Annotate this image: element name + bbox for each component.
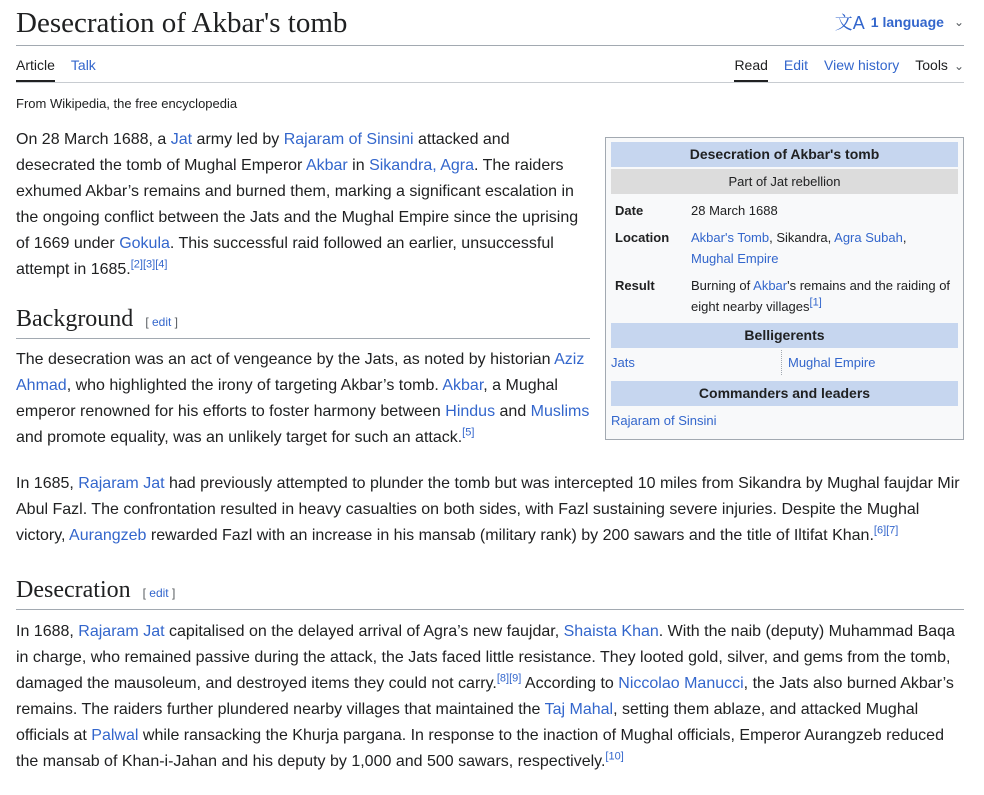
infobox-subtitle: Part of Jat rebellion <box>611 169 958 194</box>
text: , Sikandra, <box>769 230 835 245</box>
reference-links[interactable]: [2][3][4] <box>130 258 168 271</box>
section-edit: [ edit ] <box>145 315 179 329</box>
text: . This successful raid followed an earlier, unsuccessful attempt in 1685. <box>16 235 554 278</box>
desecration-paragraph-1 <box>16 619 964 775</box>
section-heading-background <box>16 305 590 339</box>
infobox-row-location <box>611 227 958 269</box>
view-tabs <box>718 57 964 82</box>
edit-section-link[interactable]: edit <box>149 585 169 600</box>
link-hindus[interactable]: Hindus <box>445 402 496 420</box>
tab-view-history[interactable]: View history <box>824 57 900 73</box>
background-paragraph-2 <box>16 471 964 549</box>
infobox <box>605 137 964 440</box>
link-jats[interactable]: Jats <box>611 355 635 370</box>
section-edit: [ edit ] <box>142 585 176 600</box>
link-niccolao-manucci[interactable]: Niccolao Manucci <box>618 674 744 692</box>
reference-link[interactable]: [1] <box>809 296 822 309</box>
page-title: Desecration of Akbar's tomb <box>16 7 348 40</box>
infobox-label: Location <box>615 230 670 245</box>
text: . With the naib (deputy) Muhammad Baqa in charge, who remained passive during the attack, the Jats faced little resistance. They looted gold, silver, and gems from the tomb, damaged the mausoleum, and destroyed items they could not carry. <box>16 622 955 692</box>
link-akbar[interactable]: Akbar <box>305 157 348 174</box>
text: and promote equality, was an unlikely target for such an attack. <box>16 428 463 446</box>
reference-links[interactable]: [5] <box>462 426 475 439</box>
infobox-row-result <box>611 275 958 317</box>
reference-links[interactable]: [6][7] <box>873 524 899 537</box>
text: , setting them ablaze, and attacked Mughal officials at <box>16 700 919 744</box>
link-mughal-empire[interactable]: Mughal Empire <box>691 251 779 266</box>
text: , who highlighted the irony of targeting Akbar’s tomb. <box>66 376 443 394</box>
language-label: 1 language <box>870 14 944 30</box>
infobox-value <box>691 275 958 317</box>
lead-paragraph <box>16 127 584 283</box>
reference-links[interactable]: [10] <box>605 750 624 763</box>
tab-edit[interactable]: Edit <box>783 57 809 73</box>
tagline: From Wikipedia, the free encyclopedia <box>16 96 238 111</box>
text: capitalised on the delayed arrival of Agra’s new faujdar, <box>164 622 564 640</box>
infobox-belligerents <box>611 350 958 375</box>
text: while ransacking the Khurja pargana. In response to the inaction of Mughal officials, Emperor Aurangzeb reduced the mansab of Khan-i-Jahan and his deputy by 1,000 and 500 sawars, respectively. <box>16 726 944 770</box>
translate-icon: 文A <box>834 13 865 33</box>
tab-read[interactable]: Read <box>734 57 767 82</box>
link-muslims[interactable]: Muslims <box>530 402 590 420</box>
link-palwal[interactable]: Palwal <box>91 726 139 744</box>
tabs-row <box>16 46 964 83</box>
link-shaista-khan[interactable]: Shaista Khan <box>563 622 659 640</box>
text: . The raiders exhumed Akbar’s remains and burned them, marking a significant escalation in the ongoing conflict between the Jats and the Mughal Empire since the uprising of 1669 under <box>16 157 579 252</box>
chevron-down-icon: ⌄ <box>953 59 964 73</box>
link-rajaram-of-sinsini[interactable]: Rajaram of Sinsini <box>283 131 414 148</box>
link-agra-subah[interactable]: Agra Subah <box>834 230 903 245</box>
text: In 1685, <box>16 474 79 492</box>
infobox-label: Result <box>615 278 655 293</box>
link-akbar[interactable]: Akbar <box>442 376 484 394</box>
infobox-value <box>691 227 958 269</box>
link-jat[interactable]: Jat <box>170 131 193 148</box>
tab-article[interactable]: Article <box>16 57 55 82</box>
link-akbars-tomb[interactable]: Akbar's Tomb <box>691 230 770 245</box>
text: According to <box>521 674 619 692</box>
namespace-tabs <box>16 57 112 82</box>
tools-label: Tools <box>915 57 948 73</box>
text: attacked and desecrated the tomb of Mughal Emperor <box>16 131 510 174</box>
background-paragraph-1 <box>16 347 596 451</box>
belligerent-right <box>781 350 958 375</box>
text: 's remains and the raiding of eight nearby villages <box>691 278 951 314</box>
title-row <box>16 0 964 46</box>
text: in <box>347 157 370 174</box>
text: , a Mughal emperor renowned for his efforts to foster harmony between <box>16 376 558 420</box>
reference-links[interactable]: [8][9] <box>496 672 522 685</box>
text: had previously attempted to plunder the tomb but was intercepted 10 miles from Sikandra by Mughal faujdar Mir Abul Fazl. The confrontation resulted in heavy casualties on both sides, with Fazl sustaining severe injuries. Despite the Mughal victory, <box>16 474 960 544</box>
link-sikandra-agra[interactable]: Sikandra, Agra <box>369 157 475 174</box>
text: The desecration was an act of vengeance by the Jats, as noted by historian <box>16 350 555 368</box>
text: On 28 March 1688, a <box>16 131 171 148</box>
link-aurangzeb[interactable]: Aurangzeb <box>69 526 147 544</box>
text: , <box>902 230 907 245</box>
heading-text: Desecration <box>16 576 131 603</box>
infobox-value: 28 March 1688 <box>691 203 778 218</box>
text: In 1688, <box>16 622 79 640</box>
infobox-row-date <box>611 200 958 221</box>
text: Burning of <box>691 278 754 293</box>
infobox-heading-belligerents: Belligerents <box>611 323 958 348</box>
text: army led by <box>192 131 284 148</box>
infobox-heading-commanders: Commanders and leaders <box>611 381 958 406</box>
edit-section-link[interactable]: edit <box>151 315 172 329</box>
chevron-down-icon: ⌄ <box>953 15 964 29</box>
link-rajaram-jat[interactable]: Rajaram Jat <box>78 474 165 492</box>
language-button[interactable] <box>835 9 964 35</box>
infobox-label: Date <box>615 203 644 218</box>
link-gokula[interactable]: Gokula <box>119 235 170 252</box>
text: , the Jats also burned Akbar’s remains. The raiders further plundered nearby villages that maintained the <box>16 674 954 718</box>
belligerent-left <box>611 350 781 375</box>
heading-text: Background <box>16 306 134 332</box>
link-mughal-empire[interactable]: Mughal Empire <box>788 355 876 370</box>
link-taj-mahal[interactable]: Taj Mahal <box>544 700 614 718</box>
text: rewarded Fazl with an increase in his mansab (military rank) by 200 sawars and the title of Iltifat Khan. <box>146 526 874 544</box>
link-aziz-ahmad[interactable]: Aziz Ahmad <box>16 350 585 394</box>
tools-menu[interactable] <box>915 57 964 82</box>
link-akbar[interactable]: Akbar <box>753 278 788 293</box>
text: and <box>495 402 531 420</box>
link-rajaram-jat[interactable]: Rajaram Jat <box>78 622 165 640</box>
tab-talk[interactable]: Talk <box>70 57 96 73</box>
section-heading-desecration <box>16 576 964 610</box>
link-rajaram-of-sinsini[interactable]: Rajaram of Sinsini <box>611 413 717 428</box>
infobox-commanders <box>611 408 958 433</box>
infobox-title: Desecration of Akbar's tomb <box>611 142 958 167</box>
